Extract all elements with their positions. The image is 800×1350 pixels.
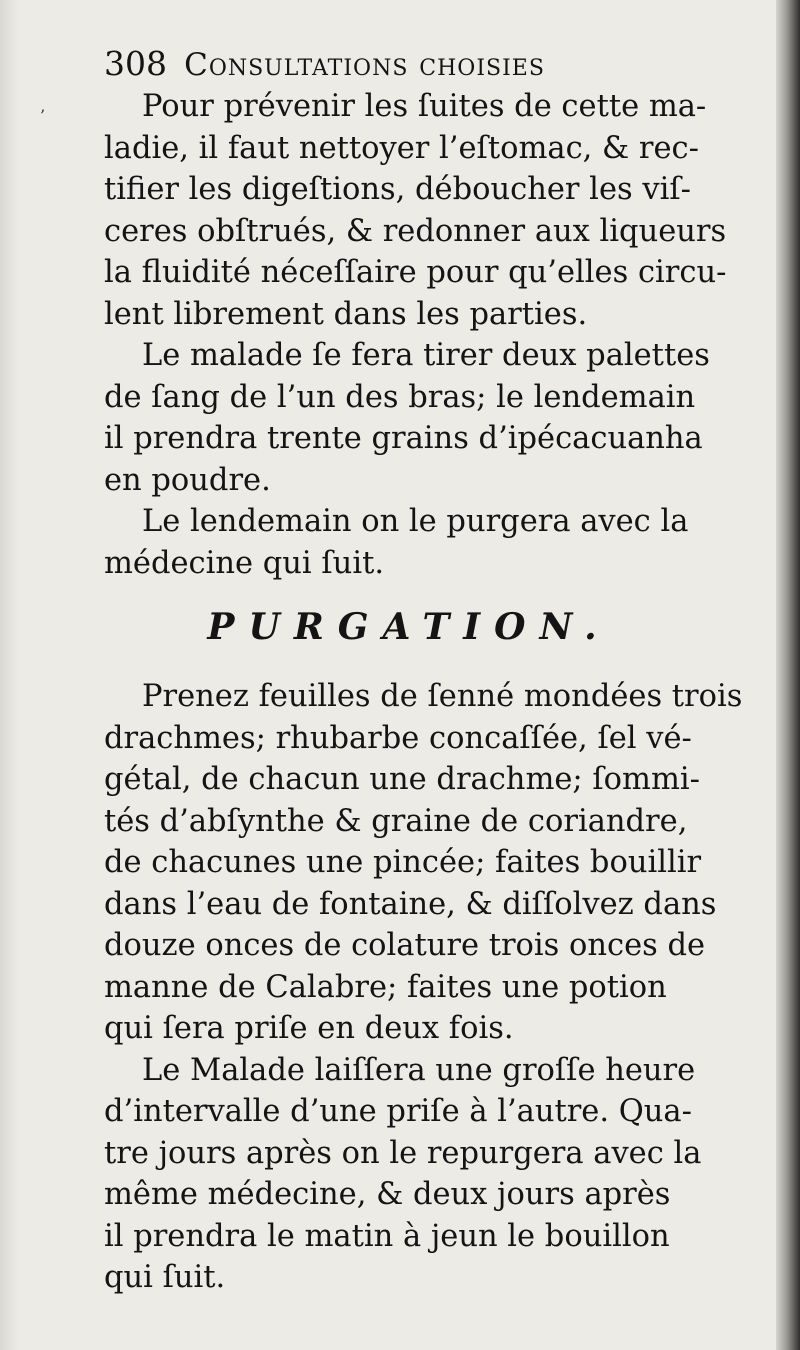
page-number: 308 — [104, 44, 167, 83]
text-line: de chacunes une pincée; faites bouillir — [104, 845, 702, 880]
text-line: qui ſera priſe en deux fois. — [104, 1011, 514, 1046]
text-line: drachmes; rhubarbe concaſſée, ſel vé- — [104, 720, 692, 756]
text-line: ceres obſtrués, & redonner aux liqueurs — [104, 213, 727, 249]
text-line: lent librement dans les parties. — [104, 296, 588, 332]
text-line: tifier les digeſtions, déboucher les viſ- — [104, 172, 691, 207]
margin-mark: ’ — [40, 106, 46, 125]
text-line: Le Malade laiſſera une groſſe heure — [142, 1052, 696, 1088]
text-line: médecine qui ſuit. — [104, 545, 385, 581]
text-line: ladie, il faut nettoyer l’eſtomac, & rec- — [104, 130, 699, 166]
text-block-bottom — [104, 676, 743, 1299]
text-line: Le malade ſe fera tirer deux palettes — [142, 338, 710, 373]
text-line: d’intervalle d’une priſe à l’autre. Qua- — [104, 1094, 692, 1129]
text-line: douze onces de colature trois onces de — [104, 928, 706, 963]
text-line: de ſang de l’un des bras; le lendemain — [104, 379, 696, 415]
text-line: Prenez feuilles de ſenné mondées trois — [142, 679, 743, 714]
text-line: il prendra trente grains d’ipécacuanha — [104, 421, 703, 456]
page-shadow — [0, 0, 18, 1350]
text-line: tés d’abſynthe & graine de coriandre, — [104, 803, 688, 839]
text-block-top — [104, 86, 727, 584]
text-line: Le lendemain on le purgera avec la — [142, 504, 689, 539]
text-line: la fluidité néceſſaire pour qu’elles circu- — [104, 255, 727, 290]
running-title: Consultations choisies — [184, 47, 545, 83]
text-line: dans l’eau de fontaine, & diſſolvez dans — [104, 886, 717, 922]
text-line: il prendra le matin à jeun le bouillon — [104, 1218, 670, 1254]
section-heading: PURGATION. — [207, 606, 611, 648]
text-line: gétal, de chacun une drachme; ſommi- — [104, 762, 700, 797]
text-line: manne de Calabre; faites une potion — [104, 969, 667, 1005]
text-line: même médecine, & deux jours après — [104, 1177, 671, 1212]
text-line: Pour prévenir les ſuites de cette ma- — [142, 89, 707, 124]
text-line: en poudre. — [104, 462, 271, 498]
text-line: tre jours après on le repurgera avec la — [104, 1135, 702, 1171]
text-line: qui ſuit. — [104, 1260, 226, 1295]
